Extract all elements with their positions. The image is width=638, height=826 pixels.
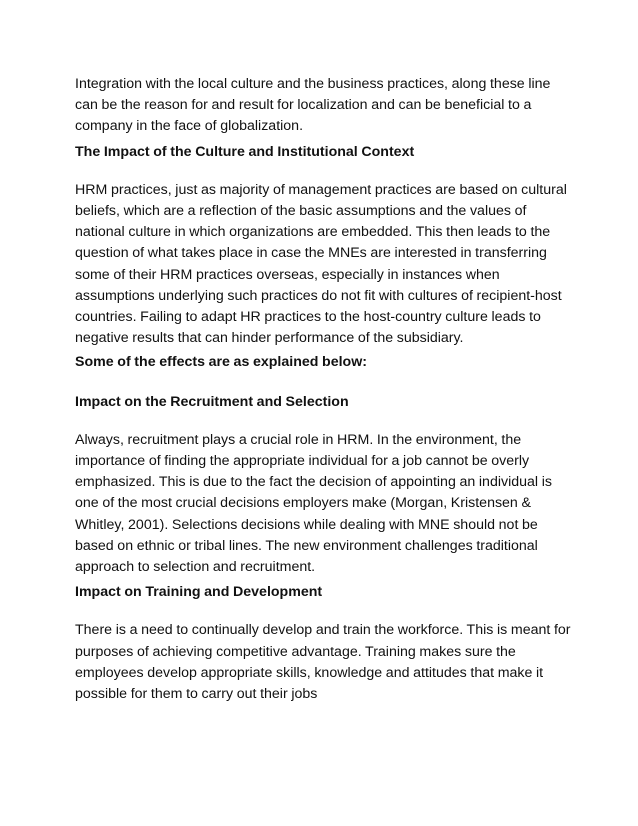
document-page <box>75 74 575 705</box>
paragraph-recruitment: Always, recruitment plays a crucial role in HRM. In the environment, the importance of finding the appropriate individual for a job cannot be overly emphasized. This is due to the fact the decision of appointing an individual is one of the most crucial decisions employers make (Morgan, Kristensen & Whitley, 2001). Selections decisions while dealing with MNE should not be based on ethnic or tribal lines. The new environment challenges traditional approach to selection and recruitment. <box>75 431 552 576</box>
heading-training-development: Impact on Training and Development <box>75 584 323 601</box>
heading-recruitment-selection: Impact on the Recruitment and Selection <box>75 393 349 410</box>
heading-culture-institutional-context: The Impact of the Culture and Institutional Context <box>75 143 415 160</box>
paragraph-training: There is a need to continually develop and train the workforce. This is meant for purposes of achieving competitive advantage. Training makes sure the employees develop appropriate skills, knowledge and attitudes that make it possible for them to carry out their jobs <box>75 622 571 703</box>
heading-effects: Some of the effects are as explained below: <box>75 354 367 371</box>
paragraph-localization: Integration with the local culture and the business practices, along these line can be the reason for and result for localization and can be beneficial to a company in the face of globalization. <box>75 76 551 135</box>
paragraph-hrm-practices: HRM practices, just as majority of management practices are based on cultural beliefs, which are a reflection of the basic assumptions and the values of national culture in which organizations are embedded. This then leads to the question of what takes place in case the MNEs are interested in transferring some of their HRM practices overseas, especially in instances when assumptions underlying such practices do not fit with cultures of recipient-host countries. Failing to adapt HR practices to the host-country culture leads to negative results that can hinder performance of the subsidiary. <box>75 181 567 347</box>
